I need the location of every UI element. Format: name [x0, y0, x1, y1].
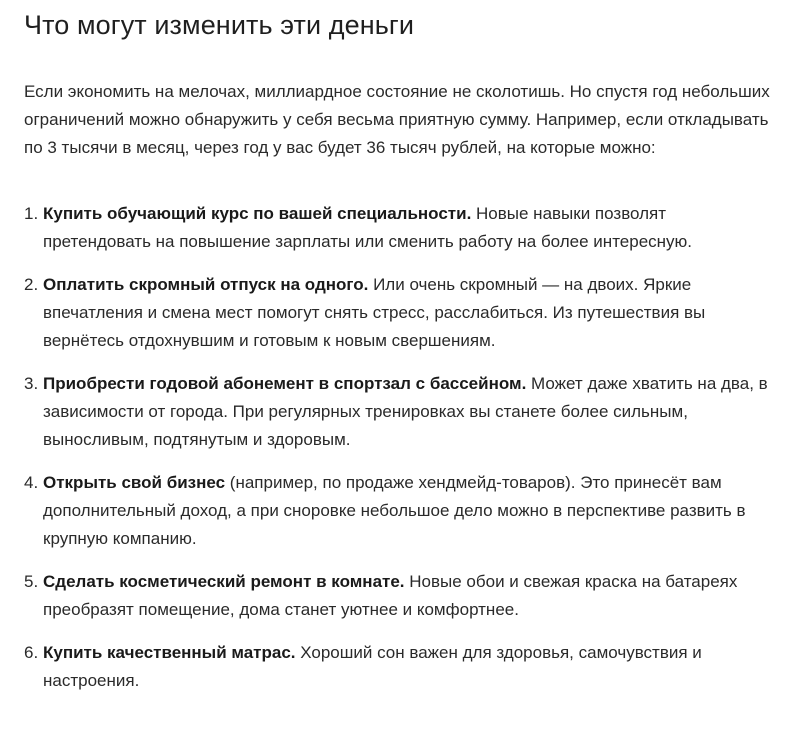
list-item-lead: Приобрести годовой абонемент в спортзал с бассейном. [43, 374, 527, 393]
list-item-number: 5. [24, 572, 39, 591]
list-item-number: 1. [24, 204, 39, 223]
list-item-text: Новые навыки позволят претендовать на повышение зарплаты или сменить работу на более интересную. [43, 204, 693, 251]
list-item-text: Хороший сон важен для здоровья, самочувствия и настроения. [43, 643, 702, 690]
list-item [24, 469, 771, 553]
list-item [24, 639, 771, 695]
list-item [24, 200, 771, 256]
list-item-number: 3. [24, 374, 39, 393]
list-item-lead: Оплатить скромный отпуск на одного. [43, 275, 369, 294]
list-item [24, 568, 771, 624]
list-item-text: Или очень скромный — на двоих. Яркие впечатления и смена мест помогут снять стресс, расслабиться. Из путешествия вы вернётесь отдохнувшим и готовым к новым свершениям. [43, 275, 706, 350]
list-item-number: 2. [24, 275, 39, 294]
list-item-text: Новые обои и свежая краска на батареях преобразят помещение, дома станет уютнее и комфортнее. [43, 572, 738, 619]
list-item-number: 6. [24, 643, 39, 662]
list-item-lead: Открыть свой бизнес [43, 473, 226, 492]
list-item [24, 370, 771, 454]
ideas-list [24, 200, 771, 695]
list-item-lead: Купить обучающий курс по вашей специальности. [43, 204, 472, 223]
article-title: Что могут изменить эти деньги [24, 10, 415, 40]
intro-paragraph: Если экономить на мелочах, миллиардное состояние не сколотишь. Но спустя год небольших ограничений можно обнаружить у себя весьма приятную сумму. Например, если откладывать по 3 тысячи в месяц, через год у вас будет 36 тысяч рублей, на которые можно: [24, 82, 770, 157]
list-item-lead: Сделать косметический ремонт в комнате. [43, 572, 405, 591]
list-item [24, 271, 771, 355]
list-item-text: (например, по продаже хендмейд-товаров). Это принесёт вам дополнительный доход, а при сноровке небольшое дело можно в перспективе развить в крупную компанию. [43, 473, 746, 548]
list-item-lead: Купить качественный матрас. [43, 643, 296, 662]
list-item-text: Может даже хватить на два, в зависимости от города. При регулярных тренировках вы станете более сильным, выносливым, подтянутым и здоровым. [43, 374, 768, 449]
list-item-number: 4. [24, 473, 39, 492]
